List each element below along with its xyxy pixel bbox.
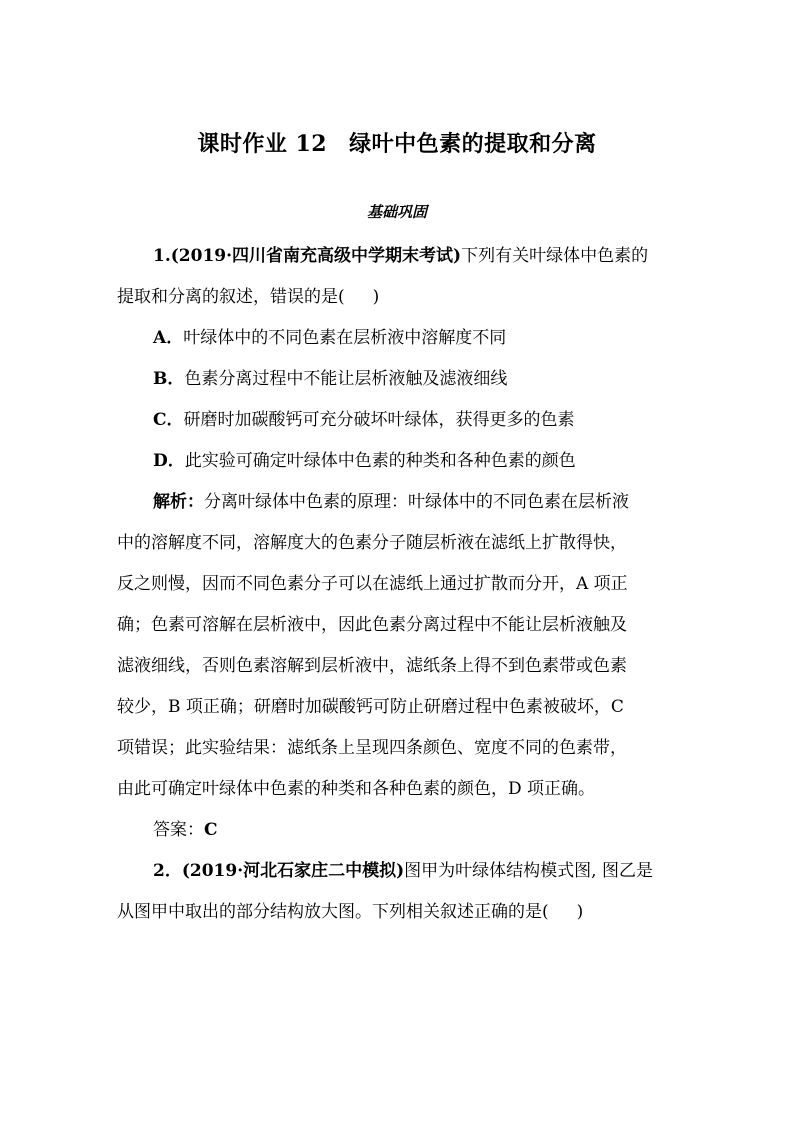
title-main: 课时作业 12 [197, 131, 328, 157]
q2-number: 2． [153, 861, 182, 881]
analysis-label: 解析： [153, 492, 204, 512]
q1-analysis-line-8: 由此可确定叶绿体中色素的种类和各种色素的颜色，D 项正确。 [117, 779, 596, 799]
q2-stem-end: ) [576, 902, 584, 922]
q1-analysis-line-4: 确；色素可溶解在层析液中，因此色素分离过程中不能让层析液触及 [117, 615, 627, 635]
q1-option-b [117, 359, 683, 400]
page-title [0, 127, 794, 158]
q1-analysis-line-1 [117, 482, 683, 523]
q1-option-a [117, 318, 683, 359]
q1-analysis-line-5: 滤液细线，否则色素溶解到层析液中，滤纸条上得不到色素带或色素 [117, 656, 627, 676]
question-1 [117, 236, 683, 933]
q1-answer [117, 810, 683, 851]
option-letter: B． [153, 369, 185, 389]
answer-label: 答案： [153, 820, 204, 840]
option-text: 此实验可确定叶绿体中色素的种类和各种色素的颜色 [184, 451, 576, 471]
q1-source: (2019·四川省南充高级中学期末考试) [170, 246, 462, 266]
option-letter: D． [153, 451, 185, 471]
answer-value: C [204, 820, 218, 840]
q2-stem-text1: 图甲为叶绿体结构模式图, 图乙是 [404, 861, 653, 881]
analysis-text: 分离叶绿体中色素的原理：叶绿体中的不同色素在层析液 [204, 492, 629, 512]
q2-stem-line1 [117, 851, 683, 892]
q1-analysis-line-6: 较少，B 项正确；研磨时加碳酸钙可防止研磨过程中色素被破坏，C [117, 697, 624, 717]
option-text: 研磨时加碳酸钙可充分破坏叶绿体，获得更多的色素 [183, 410, 575, 430]
q1-stem-text2: 提取和分离的叙述，错误的是( [117, 287, 345, 307]
q1-stem-line2 [117, 277, 683, 318]
q1-stem-text1: 下列有关叶绿体中色素的 [461, 246, 649, 266]
section-heading: 基础巩固 [366, 203, 427, 221]
q1-analysis-line-3: 反之则慢，因而不同色素分子可以在滤纸上通过扩散而分开，A 项正 [117, 574, 628, 594]
option-letter: A． [153, 328, 184, 348]
q2-stem-text2: 从图甲中取出的部分结构放大图。下列相关叙述正确的是( [117, 902, 549, 922]
q1-stem-end: ) [372, 287, 380, 307]
q2-source: (2019·河北石家庄二中模拟) [181, 861, 405, 881]
option-text: 色素分离过程中不能让层析液触及滤液细线 [184, 369, 508, 389]
q1-option-c [117, 400, 683, 441]
q1-stem-line1: 1.(2019·四川省南充高级中学期末考试)下列有关叶绿体中色素的 [153, 246, 649, 266]
q1-number: 1 [153, 246, 165, 266]
option-text: 叶绿体中的不同色素在层析液中溶解度不同 [183, 328, 507, 348]
option-letter: C． [153, 410, 184, 430]
q1-analysis-line-2: 中的溶解度不同，溶解度大的色素分子随层析液在滤纸上扩散得快， [117, 533, 627, 553]
title-sub: 绿叶中色素的提取和分离 [349, 131, 597, 157]
q1-analysis-line-7: 项错误；此实验结果：滤纸条上呈现四条颜色、宽度不同的色素带， [117, 738, 627, 758]
q1-option-d [117, 441, 683, 482]
q2-stem-line2 [117, 892, 683, 933]
